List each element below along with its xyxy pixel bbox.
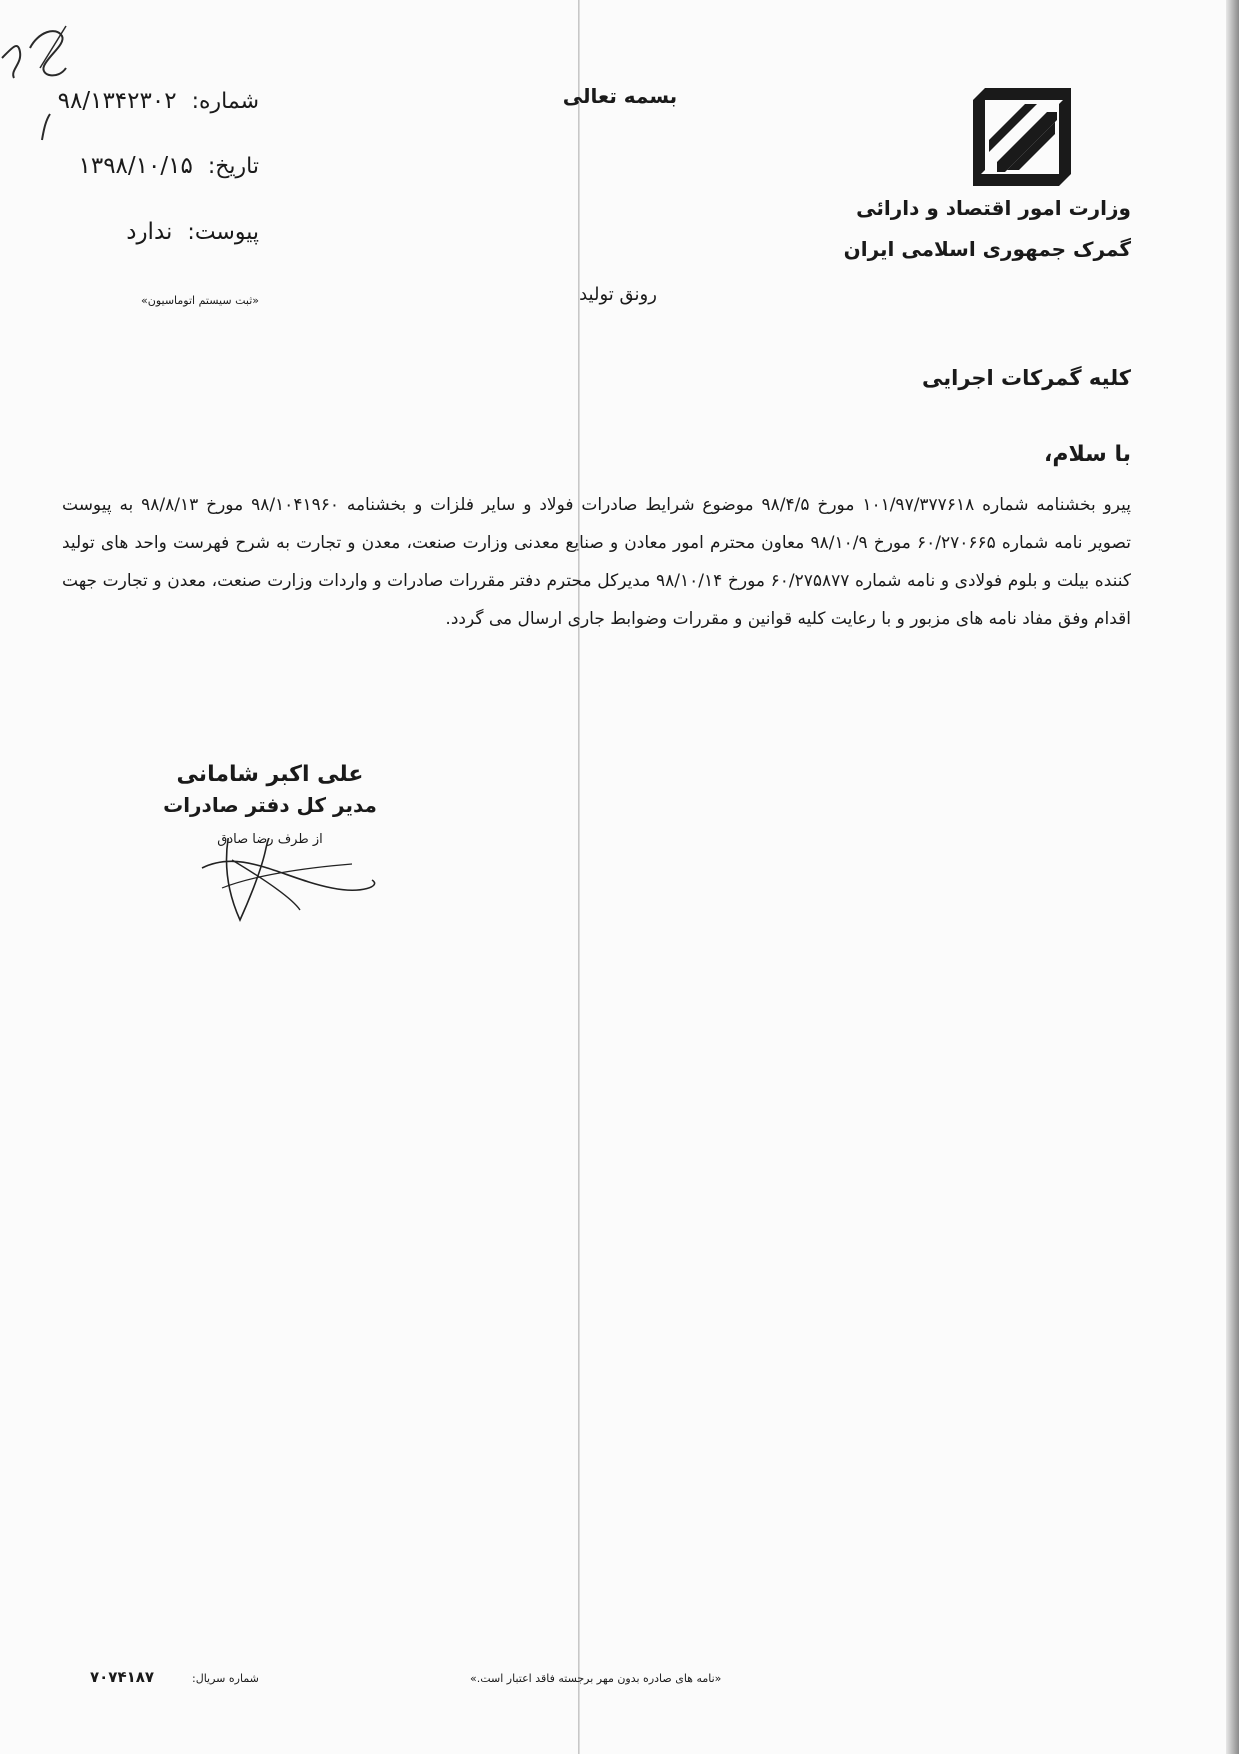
customs-name: گمرک جمهوری اسلامی ایران: [843, 237, 1131, 261]
ministry-name: وزارت امور اقتصاد و دارائی: [856, 196, 1131, 220]
greeting-line: با سلام،: [1043, 442, 1131, 467]
serial-number-label: شماره سریال:: [192, 1672, 259, 1685]
signature-scribble-icon: [192, 838, 392, 938]
letter-date-value: ۱۳۹۸/۱۰/۱۵: [78, 153, 193, 179]
scan-edge-shadow: [1226, 0, 1239, 1754]
page-fold-line: [578, 0, 580, 1754]
year-slogan: رونق تولید: [579, 284, 657, 305]
attachment-row: [126, 219, 259, 245]
handwritten-mark-icon: [0, 18, 90, 168]
on-behalf-line: از طرف رضا صادق: [217, 832, 323, 847]
attachment-value: ندارد: [126, 219, 173, 245]
letter-date-row: [78, 153, 259, 179]
customs-logo-icon: [963, 78, 1081, 196]
letter-number-value: ۹۸/۱۳۴۲۳۰۲: [57, 88, 177, 114]
seal-validity-note: «نامه های صادره بدون مهر برجسته فاقد اعتبار است.»: [470, 1672, 722, 1685]
recipient-line: کلیه گمرکات اجرایی: [922, 366, 1131, 390]
letter-body: پیرو بخشنامه شماره ۱۰۱/۹۷/۳۷۷۶۱۸ مورخ ۹۸/۴/۵ موضوع شرایط صادرات فولاد و سایر فلزات و بخشنامه ۹۸/۱۰۴۱۹۶۰ مورخ ۹۸/۸/۱۳ به پیوست تصویر نامه شماره ۶۰/۲۷۰۶۶۵ مورخ ۹۸/۱۰/۹ معاون محترم امور معادن و صنایع معدنی وزارت صنعت، معدن و تجارت به شرح فهرست واحد های تولید کننده بیلت و بلوم فولادی و نامه شماره ۶۰/۲۷۵۸۷۷ مورخ ۹۸/۱۰/۱۴ مدیرکل محترم دفتر مقررات صادرات و واردات وزارت صنعت، معدن و تجارت جهت اقدام وفق مفاد نامه های مزبور و با رعایت کلیه قوانین و مقررات وضوابط جاری ارسال می گردد.: [62, 495, 1132, 629]
serial-number-value: ۷۰۷۴۱۸۷: [90, 1668, 155, 1686]
basmala-heading: بسمه تعالی: [562, 84, 678, 108]
signatory-title: مدیر کل دفتر صادرات: [163, 793, 377, 817]
letter-date-label: تاریخ:: [207, 154, 259, 179]
letter-number-label: شماره:: [191, 89, 259, 114]
attachment-label: پیوست:: [187, 220, 259, 245]
signatory-name: علی اکبر شامانی: [176, 762, 364, 787]
automation-system-note: «ثبت سیستم اتوماسیون»: [141, 294, 259, 307]
